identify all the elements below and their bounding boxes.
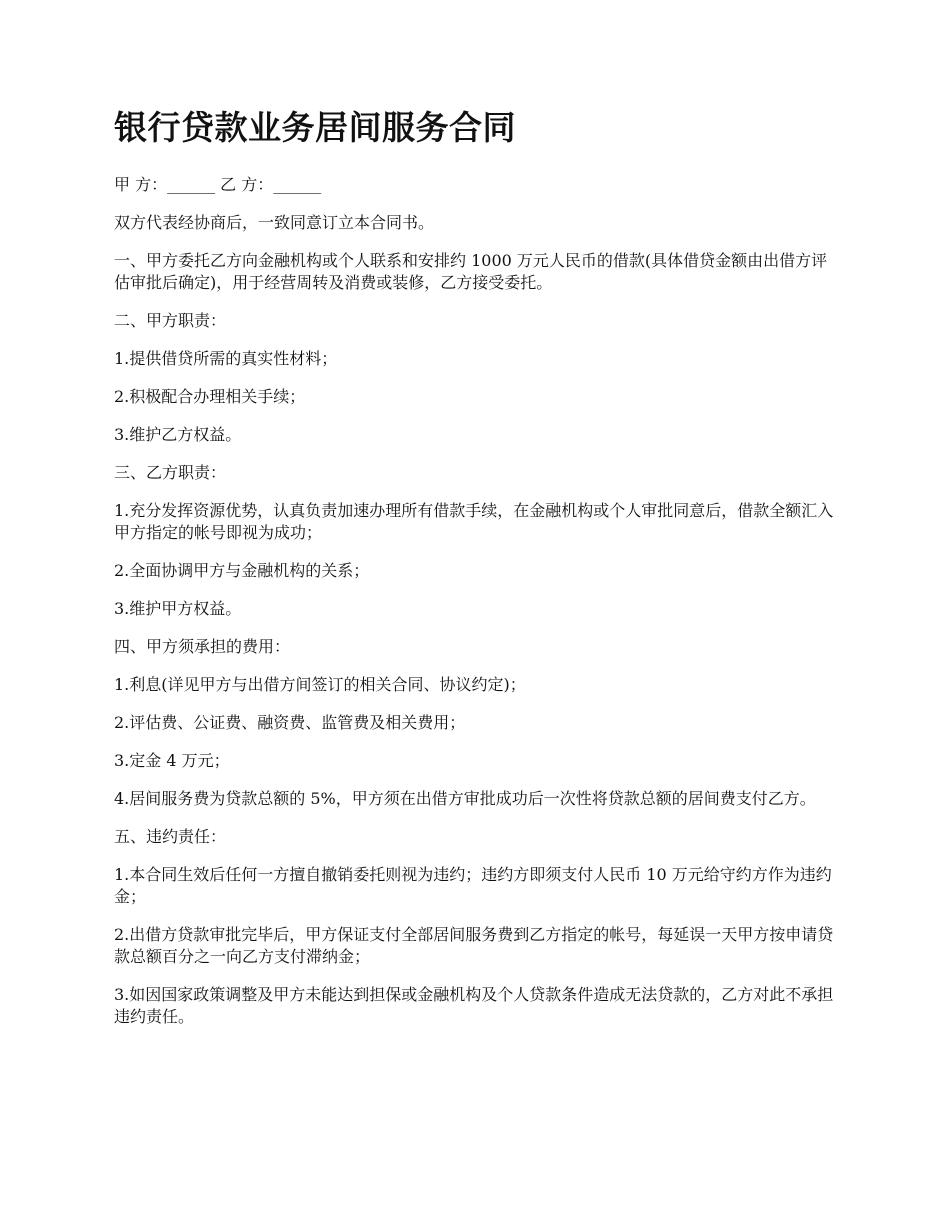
section-heading-liability: 五、违约责任： xyxy=(114,826,227,846)
party-a-duty-3: 3.维护乙方权益。 xyxy=(114,424,242,444)
document-page xyxy=(114,108,836,1044)
clause-1: 一、甲方委托乙方向金融机构或个人联系和安排约 1000 万元人民币的借款(具体借贷金额由出借方评估审批后确定)，用于经营周转及消费或装修，乙方接受委托。 xyxy=(114,250,828,292)
parties-line: 甲 方：______ 乙 方：______ xyxy=(114,174,322,194)
section-heading-party-b-duties: 三、乙方职责： xyxy=(114,462,227,482)
fee-item-2: 2.评估费、公证费、融资费、监管费及相关费用； xyxy=(114,712,466,732)
section-heading-party-a-duties: 二、甲方职责： xyxy=(114,310,227,330)
intro-paragraph: 双方代表经协商后，一致同意订立本合同书。 xyxy=(114,212,435,232)
section-heading-fees: 四、甲方须承担的费用： xyxy=(114,636,291,656)
liability-item-2: 2.出借方贷款审批完毕后，甲方保证支付全部居间服务费到乙方指定的帐号，每延误一天甲方按申请贷款总额百分之一向乙方支付滞纳金； xyxy=(114,924,834,966)
liability-item-1: 1.本合同生效后任何一方擅自撤销委托则视为违约；违约方即须支付人民币 10 万元给守约方作为违约金； xyxy=(114,864,832,906)
liability-item-3: 3.如因国家政策调整及甲方未能达到担保或金融机构及个人贷款条件造成无法贷款的，乙方对此不承担违约责任。 xyxy=(114,984,834,1026)
party-b-duty-3: 3.维护甲方权益。 xyxy=(114,598,242,618)
party-a-duty-2: 2.积极配合办理相关手续； xyxy=(114,386,306,406)
party-b-duty-1: 1.充分发挥资源优势，认真负责加速办理所有借款手续，在金融机构或个人审批同意后，借款全额汇入甲方指定的帐号即视为成功； xyxy=(114,500,834,542)
party-a-duty-1: 1.提供借贷所需的真实性材料； xyxy=(114,348,338,368)
fee-item-4: 4.居间服务费为贷款总额的 5%，甲方须在出借方审批成功后一次性将贷款总额的居间费支付乙方。 xyxy=(114,788,816,808)
fee-item-1: 1.利息(详见甲方与出借方间签订的相关合同、协议约定)； xyxy=(114,674,526,694)
fee-item-3: 3.定金 4 万元； xyxy=(114,750,230,770)
party-b-duty-2: 2.全面协调甲方与金融机构的关系； xyxy=(114,560,370,580)
document-title: 银行贷款业务居间服务合同 xyxy=(114,108,516,147)
